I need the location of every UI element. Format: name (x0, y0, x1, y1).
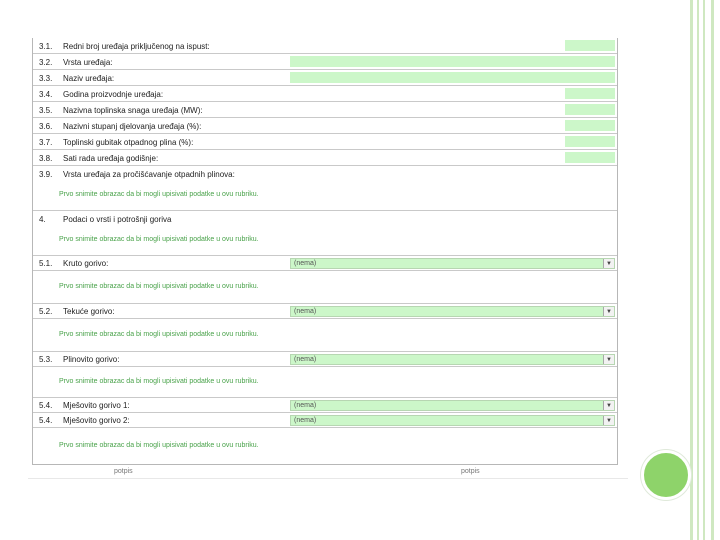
input-field-3-3[interactable] (290, 72, 615, 83)
dropdown-value: (nema) (294, 356, 317, 363)
save-form-hint: Prvo snimite obrazac da bi mogli upisivati podatke u ovu rubriku. (59, 442, 259, 449)
chevron-down-icon: ▼ (606, 260, 612, 267)
row-label: Toplinski gubitak otpadnog plina (%): (63, 138, 194, 147)
row-label: Mješovito gorivo 1: (63, 401, 130, 410)
form-row-3-6 (33, 118, 617, 134)
form-row-5-4-1 (33, 398, 617, 413)
chevron-down-icon: ▼ (606, 402, 612, 409)
form-row-3-7 (33, 134, 617, 150)
row-number: 3.1. (39, 42, 53, 51)
decor-stripe (690, 0, 693, 540)
row-label: Godina proizvodnje uređaja: (63, 90, 164, 99)
form-panel (32, 38, 618, 465)
form-row-4 (33, 211, 617, 256)
dropdown-arrow-button[interactable] (603, 355, 614, 364)
row-label: Kruto gorivo: (63, 259, 109, 268)
row-number: 5.1. (39, 259, 53, 268)
gas-fuel-dropdown[interactable] (290, 354, 615, 365)
mixed-fuel-2-dropdown[interactable] (290, 415, 615, 426)
row-label: Plinovito gorivo: (63, 355, 120, 364)
solid-fuel-dropdown[interactable] (290, 258, 615, 269)
row-number: 3.2. (39, 58, 53, 67)
page-divider (28, 478, 628, 479)
row-number: 3.8. (39, 154, 53, 163)
dropdown-value: (nema) (294, 308, 317, 315)
mixed-fuel-1-dropdown[interactable] (290, 400, 615, 411)
form-row-3-4 (33, 86, 617, 102)
form-row-3-8 (33, 150, 617, 166)
signature-label-right: potpis (461, 468, 480, 475)
row-label: Naziv uređaja: (63, 74, 115, 83)
input-field-3-7[interactable] (565, 136, 615, 147)
form-row-3-9 (33, 166, 617, 211)
input-field-3-6[interactable] (565, 120, 615, 131)
dropdown-arrow-button[interactable] (603, 401, 614, 410)
row-number: 3.4. (39, 90, 53, 99)
form-row-3-2 (33, 54, 617, 70)
row-label: Nazivna toplinska snaga uređaja (MW): (63, 106, 203, 115)
row-number: 4. (39, 215, 46, 224)
row-label: Mješovito gorivo 2: (63, 416, 130, 425)
dropdown-arrow-button[interactable] (603, 416, 614, 425)
form-row-3-1 (33, 38, 617, 54)
dropdown-value: (nema) (294, 417, 317, 424)
save-form-hint: Prvo snimite obrazac da bi mogli upisivati podatke u ovu rubriku. (59, 331, 259, 338)
row-number: 3.9. (39, 170, 53, 179)
row-number: 3.7. (39, 138, 53, 147)
dropdown-arrow-button[interactable] (603, 259, 614, 268)
row-number: 5.2. (39, 307, 53, 316)
row-number: 3.3. (39, 74, 53, 83)
save-form-hint: Prvo snimite obrazac da bi mogli upisivati podatke u ovu rubriku. (59, 191, 259, 198)
row-label: Sati rada uređaja godišnje: (63, 154, 159, 163)
decor-stripe (703, 0, 705, 540)
chevron-down-icon: ▼ (606, 417, 612, 424)
input-field-3-1[interactable] (565, 40, 615, 51)
row-label: Podaci o vrsti i potrošnji goriva (63, 215, 172, 224)
row-label: Vrsta uređaja: (63, 58, 113, 67)
liquid-fuel-dropdown[interactable] (290, 306, 615, 317)
dropdown-value: (nema) (294, 402, 317, 409)
decor-stripe (697, 0, 699, 540)
hint-row (33, 319, 617, 352)
chevron-down-icon: ▼ (606, 308, 612, 315)
row-number: 5.4. (39, 416, 53, 425)
input-field-3-2[interactable] (290, 56, 615, 67)
row-label: Redni broj uređaja priključenog na ispust: (63, 42, 210, 51)
hint-row (33, 367, 617, 398)
save-form-hint: Prvo snimite obrazac da bi mogli upisivati podatke u ovu rubriku. (59, 283, 259, 290)
decor-circle (641, 450, 691, 500)
row-number: 3.6. (39, 122, 53, 131)
row-number: 3.5. (39, 106, 53, 115)
dropdown-arrow-button[interactable] (603, 307, 614, 316)
input-field-3-4[interactable] (565, 88, 615, 99)
row-label: Nazivni stupanj djelovanja uređaja (%): (63, 122, 202, 131)
dropdown-value: (nema) (294, 260, 317, 267)
form-row-3-5 (33, 102, 617, 118)
hint-row (33, 271, 617, 304)
hint-row (33, 428, 617, 463)
form-row-3-3 (33, 70, 617, 86)
row-number: 5.4. (39, 401, 53, 410)
decor-stripe (711, 0, 714, 540)
row-label: Tekuće gorivo: (63, 307, 115, 316)
row-number: 5.3. (39, 355, 53, 364)
form-row-5-1 (33, 256, 617, 271)
save-form-hint: Prvo snimite obrazac da bi mogli upisivati podatke u ovu rubriku. (59, 378, 259, 385)
row-label: Vrsta uređaja za pročišćavanje otpadnih plinova: (63, 170, 235, 179)
input-field-3-8[interactable] (565, 152, 615, 163)
form-row-5-3 (33, 352, 617, 367)
form-row-5-2 (33, 304, 617, 319)
input-field-3-5[interactable] (565, 104, 615, 115)
save-form-hint: Prvo snimite obrazac da bi mogli upisivati podatke u ovu rubriku. (59, 236, 259, 243)
chevron-down-icon: ▼ (606, 356, 612, 363)
form-row-5-4-2 (33, 413, 617, 428)
signature-label-left: potpis (114, 468, 133, 475)
